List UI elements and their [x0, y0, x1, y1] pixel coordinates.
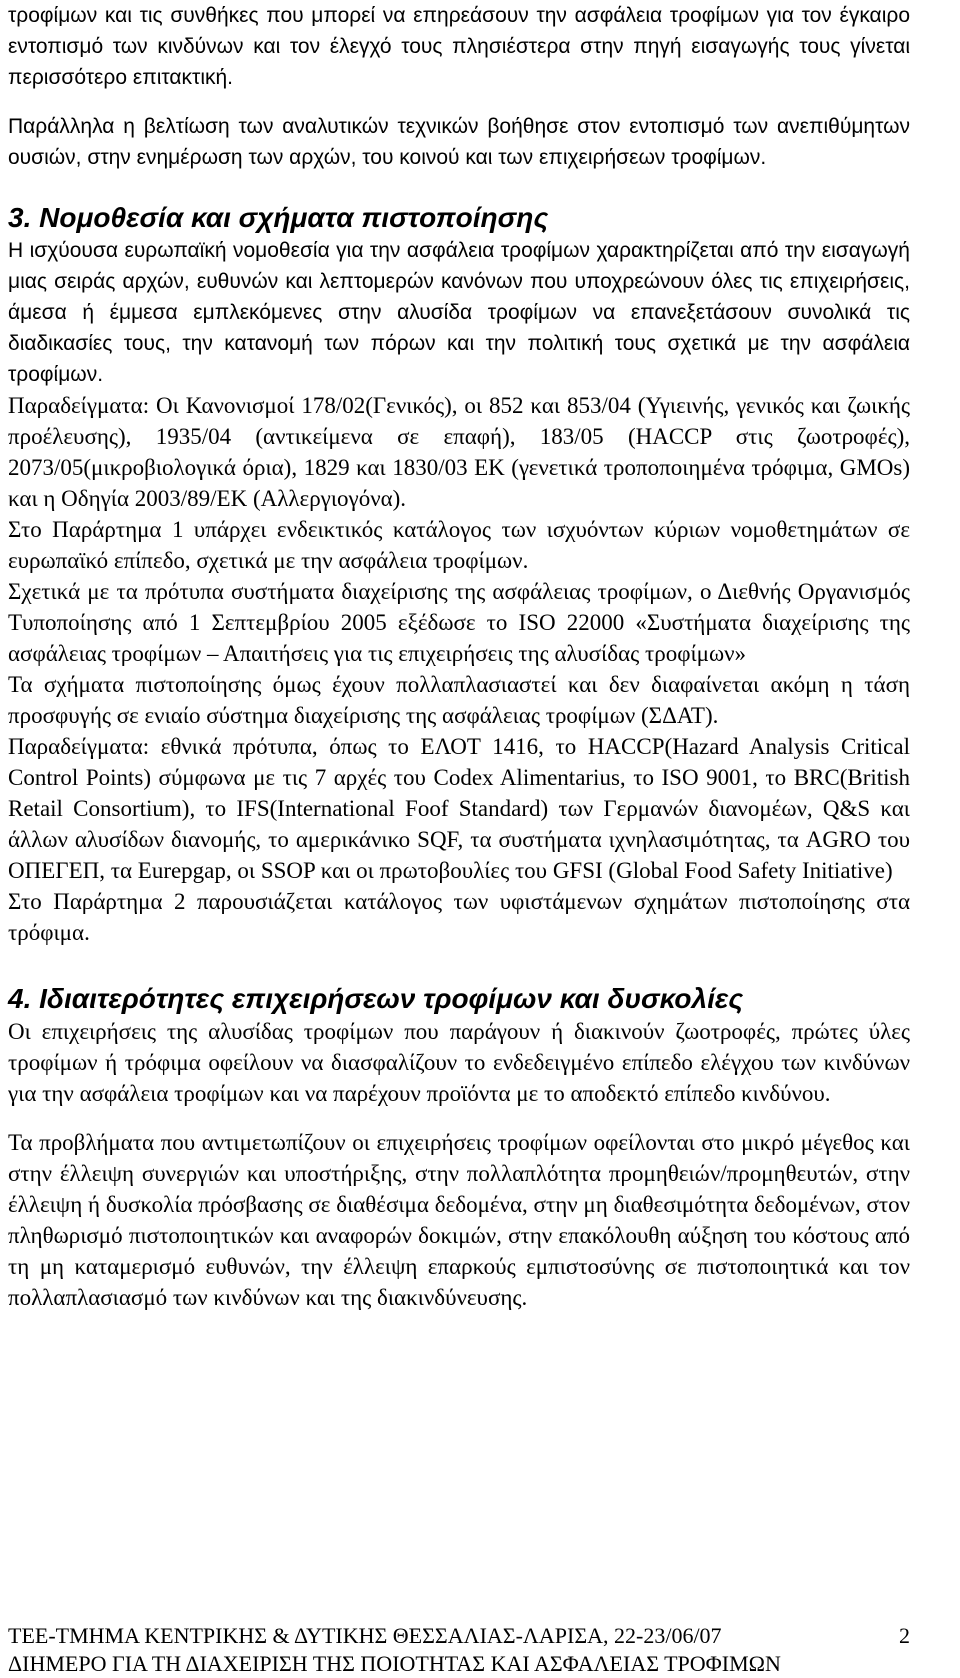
- section-3-paragraph-4: Σχετικά με τα πρότυπα συστήματα διαχείρισης της ασφάλειας τροφίμων, ο Διεθνής Οργανισμός Τυποποίησης από 1 Σεπτεμβρίου 2005 εξέδωσε το ISO 22000 «Συστήματα διαχείρισης της ασφάλειας τροφίμων – Απαιτήσεις για τις επιχειρήσεις της αλυσίδας τροφίμων»: [8, 579, 910, 666]
- section-3-paragraph-1: Η ισχύουσα ευρωπαϊκή νομοθεσία για την ασφάλεια τροφίμων χαρακτηρίζεται από την εισαγωγή μιας σειράς αρχών, ευθυνών και λεπτομερών κανόνων που υποχρεώνουν όλες τις επιχειρήσεις, άμεσα ή έμμεσα εμπλεκόμενες στην αλυσίδα τροφίμων να επανεξετάσουν συνολικά τις διαδικασίες τους, την κατανομή των πόρων και την πολιτική τους σχετικά με την ασφάλεια τροφίμων.: [8, 239, 910, 386]
- section-3-paragraph-5: Τα σχήματα πιστοποίησης όμως έχουν πολλαπλασιαστεί και δεν διαφαίνεται ακόμη η τάση προσφυγής σε ενιαίο σύστημα διαχείρισης της ασφάλειας τροφίμων (ΣΔΑΤ).: [8, 672, 910, 728]
- section-3-heading: 3. Νομοθεσία και σχήματα πιστοποίησης: [8, 202, 549, 233]
- section-3-paragraph-3: Στο Παράρτημα 1 υπάρχει ενδεικτικός κατάλογος των ισχυόντων κύριων νομοθετημάτων σε ευρωπαϊκό επίπεδο, σχετικά με την ασφάλεια τροφίμων.: [8, 517, 910, 573]
- footer-line-1: [8, 1622, 910, 1650]
- section-3-paragraph-7: Στο Παράρτημα 2 παρουσιάζεται κατάλογος των υφιστάμενων σχημάτων πιστοποίησης στα τρόφιμα.: [8, 889, 910, 945]
- intro-paragraph-2: Παράλληλα η βελτίωση των αναλυτικών τεχνικών βοήθησε στον εντοπισμό των ανεπιθύμητων ουσιών, στην ενημέρωση των αρχών, του κοινού και των επιχειρήσεων τροφίμων.: [8, 115, 910, 169]
- footer-event-title: ΔΙΗΜΕΡΟ ΓΙΑ ΤΗ ΔΙΑΧΕΙΡΙΣΗ ΤΗΣ ΠΟΙΟΤΗΤΑΣ ΚΑΙ ΑΣΦΑΛΕΙΑΣ ΤΡΟΦΙΜΩΝ: [8, 1651, 781, 1676]
- page-number: 2: [899, 1623, 910, 1648]
- footer-organization: ΤΕΕ-ΤΜΗΜΑ ΚΕΝΤΡΙΚΗΣ & ΔΥΤΙΚΗΣ ΘΕΣΣΑΛΙΑΣ-ΛΑΡΙΣΑ, 22-23/06/07: [8, 1623, 722, 1648]
- section-3-paragraph-6: Παραδείγματα: εθνικά πρότυπα, όπως το ΕΛΟΤ 1416, το HACCP(Hazard Analysis Critical Control Points) σύμφωνα με τις 7 αρχές του Codex Alimentarius, το ISO 9001, το BRC(British Retail Consortium), το IFS(International Foof Standard) των Γερμανών διανομέων, Q&S και άλλων αλυσίδων διανομής, το αμερικάνικο SQF, τα συστήματα ιχνηλασιμότητας, τα AGRO του ΟΠΕΓΕΠ, τα Eurepgap, οι SSOP και οι πρωτοβουλίες του GFSI (Global Food Safety Initiative): [8, 734, 910, 883]
- section-4-paragraph-1: Οι επιχειρήσεις της αλυσίδας τροφίμων που παράγουν ή διακινούν ζωοτροφές, πρώτες ύλες τροφίμων ή τρόφιμα οφείλουν να διασφαλίζουν το ενδεδειγμένο επίπεδο ελέγχου των κινδύνων για την ασφάλεια τροφίμων και να παρέχουν προϊόντα με το αποδεκτό επίπεδο κινδύνου.: [8, 1019, 910, 1106]
- section-4-heading: 4. Ιδιαιτερότητες επιχειρήσεων τροφίμων και δυσκολίες: [8, 983, 744, 1014]
- intro-paragraph-1: τροφίμων και τις συνθήκες που μπορεί να επηρεάσουν την ασφάλεια τροφίμων για τον έγκαιρο εντοπισμό των κινδύνων και τον έλεγχό τους πλησιέστερα στην πηγή εισαγωγής τους γίνεται περισσότερο επιτακτική.: [8, 4, 910, 89]
- document-page: [8, 0, 910, 1313]
- page-footer: [8, 1622, 910, 1678]
- section-3-paragraph-2: Παραδείγματα: Οι Κανονισμοί 178/02(Γενικός), οι 852 και 853/04 (Υγιεινής, γενικός και ζωικής προέλευσης), 1935/04 (αντικείμενα σε επαφή), 183/05 (HACCP στις ζωοτροφές), 2073/05(μικροβιολογικά όρια), 1829 και 1830/03 ΕΚ (γενετικά τροποποιημένα τρόφιμα, GMOs) και η Οδηγία 2003/89/ΕΚ (Αλλεργιογόνα).: [8, 393, 910, 511]
- section-4-paragraph-2: Τα προβλήματα που αντιμετωπίζουν οι επιχειρήσεις τροφίμων οφείλονται στο μικρό μέγεθος και στην έλλειψη συνεργιών και υποστήριξης, στην πολλαπλότητα προμηθειών/προμηθευτών, στην έλλειψη ή δυσκολία πρόσβασης σε διαθέσιμα δεδομένα, στην μη διαθεσιμότητα δεδομένων, στον πληθωρισμό πιστοποιητικών και αναφορών δοκιμών, στην επακόλουθη αύξηση του κόστους από τη μη καταμερισμό ευθυνών, την έλλειψη επαρκούς εμπιστοσύνης σε πιστοποιητικά και τον πολλαπλασιασμό των κινδύνων και της διακινδύνευσης.: [8, 1130, 910, 1310]
